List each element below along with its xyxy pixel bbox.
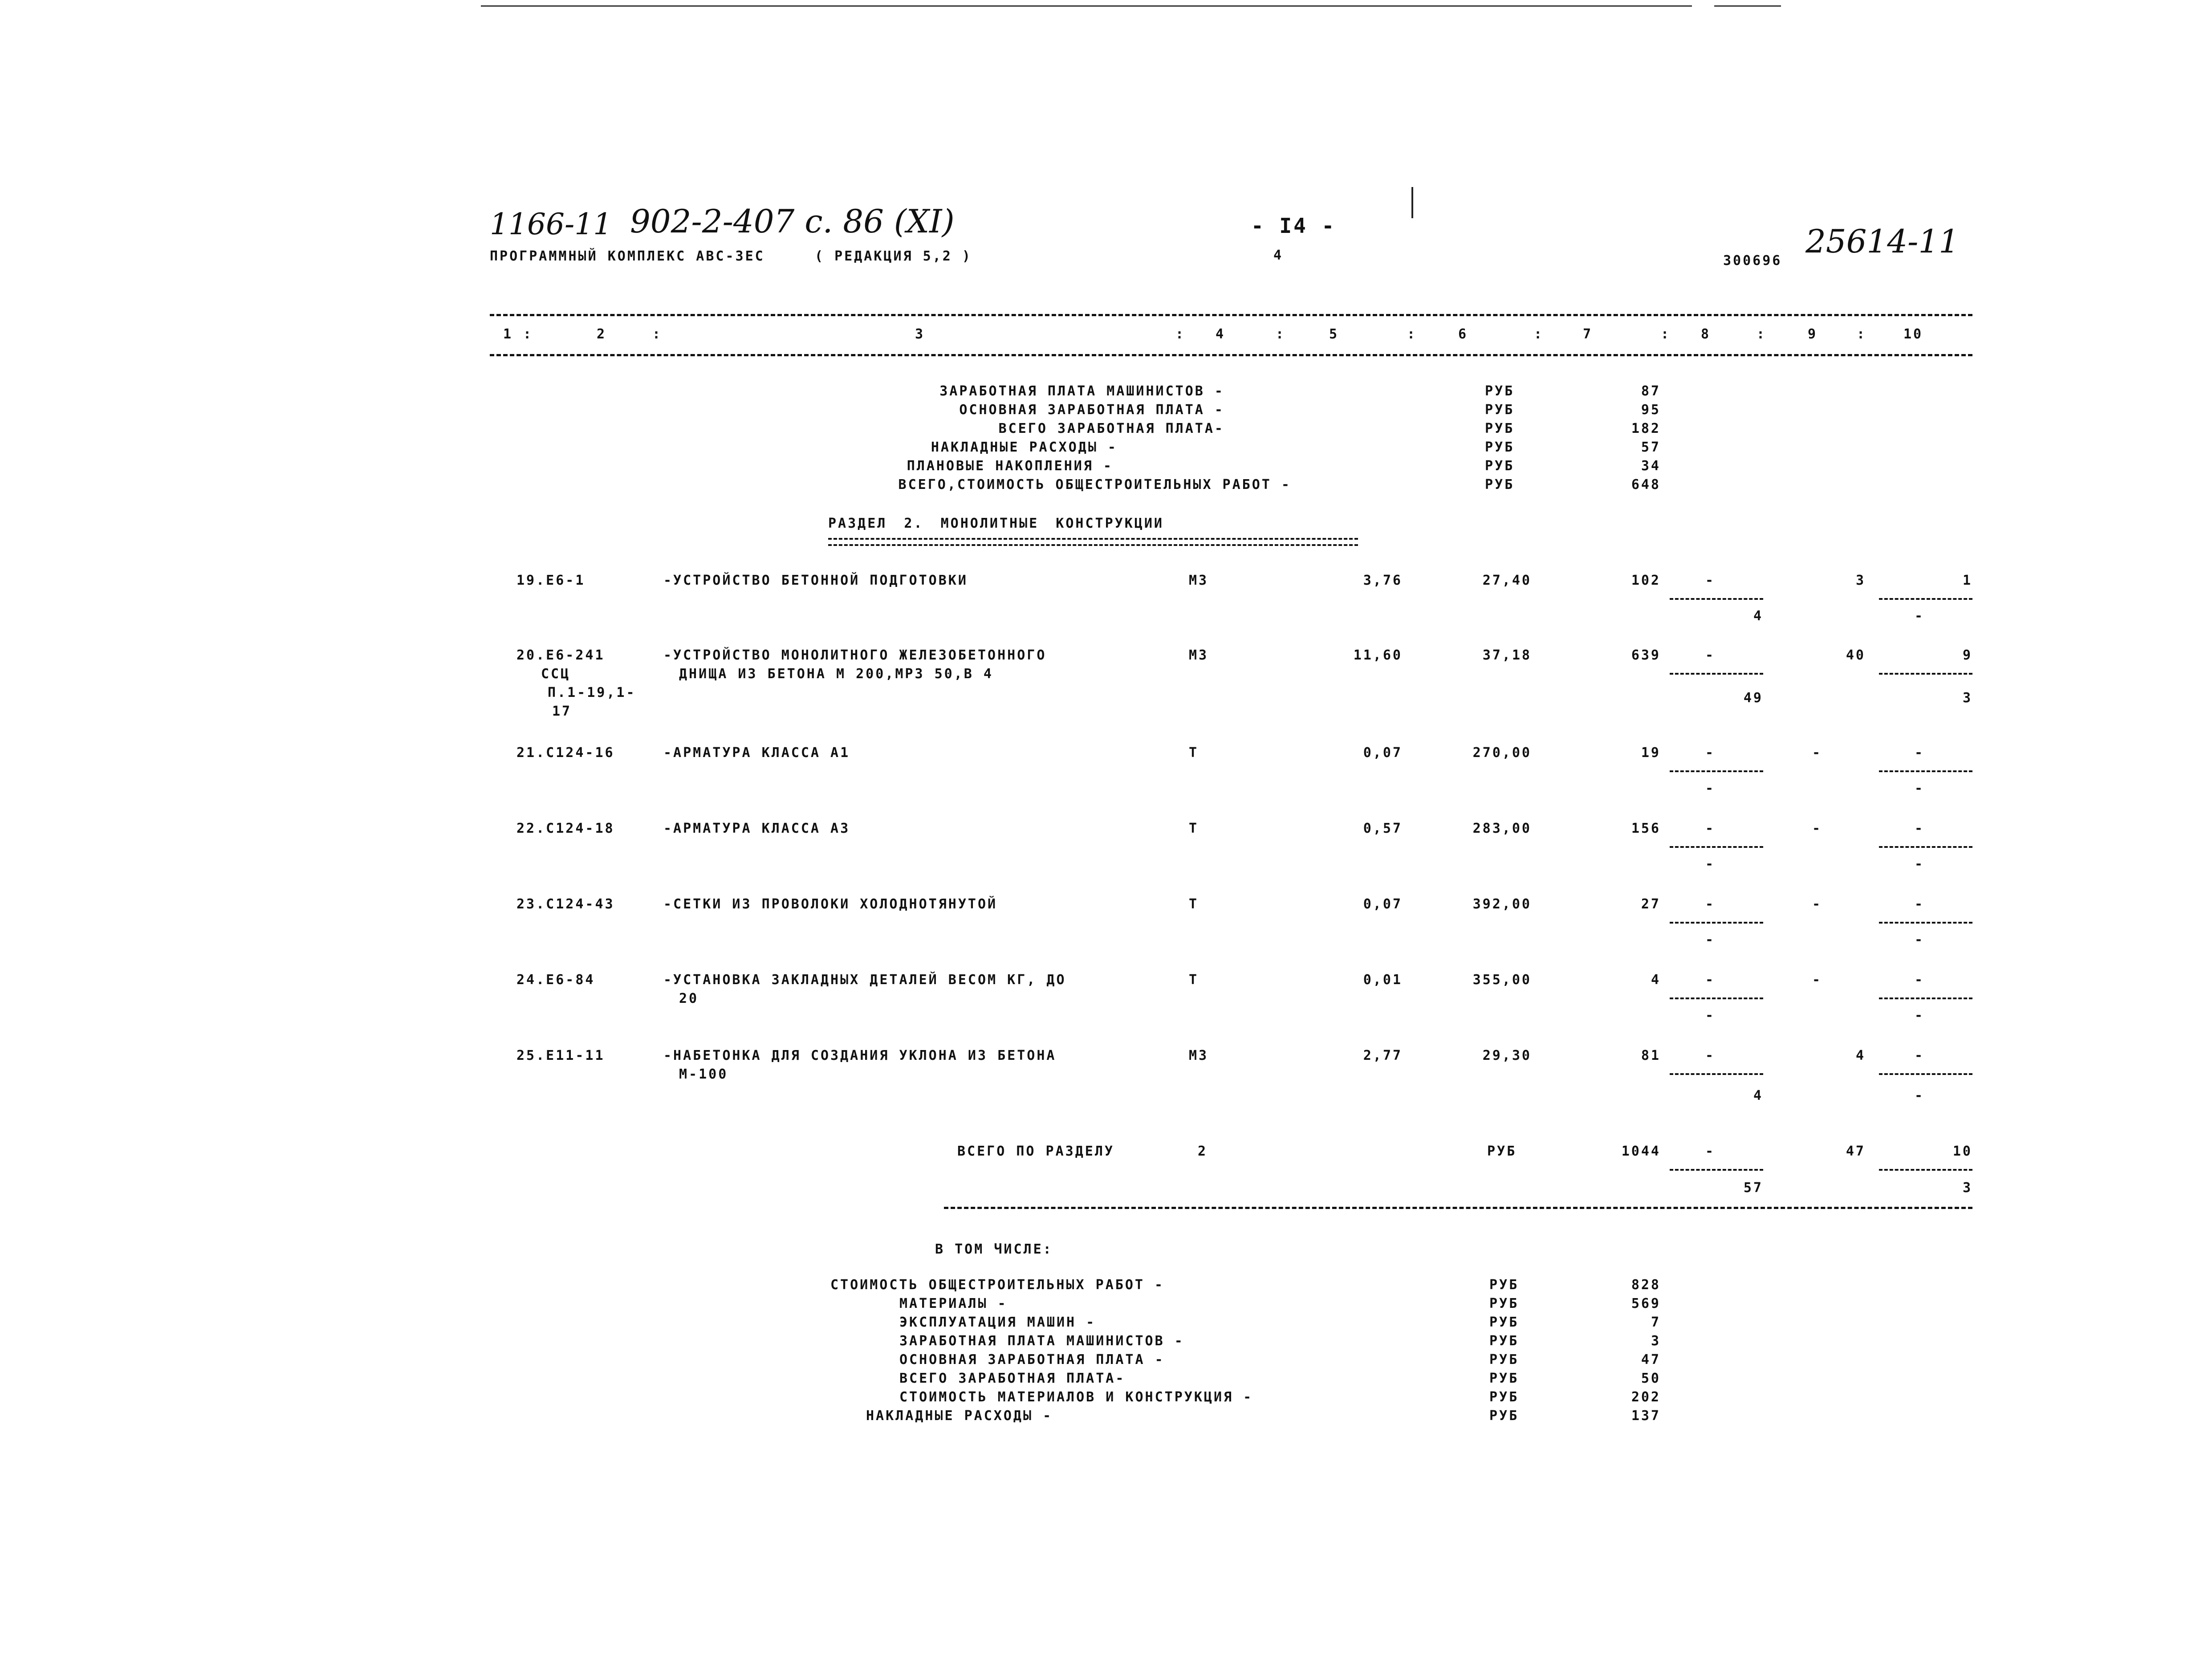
row-col9: - [1812, 896, 1822, 912]
row-unit: Т [1189, 821, 1199, 836]
summary-value: 828 [1631, 1277, 1661, 1293]
summary-unit: РУБ [1489, 1352, 1519, 1368]
row-code: 21.С124-16 [516, 745, 615, 761]
summary-value: 182 [1631, 421, 1661, 436]
summary-value: 95 [1641, 402, 1661, 418]
summary-label: ВСЕГО ЗАРАБОТНАЯ ПЛАТА- [899, 1371, 1126, 1386]
summary-value: 50 [1641, 1371, 1661, 1386]
summary-unit: РУБ [1489, 1333, 1519, 1349]
program-name: ПРОГРАММНЫЙ КОМПЛЕКС АВС-3ЕС [490, 248, 765, 264]
row-code: 25.Е11-11 [516, 1048, 605, 1063]
document-code: 300696 [1723, 253, 1782, 269]
row-quantity: 0,07 [1363, 745, 1403, 761]
document-page: 1166-11 902-2-407 c. 86 (XI) 25614-11 - I4 - 4 ПРОГРАММНЫЙ КОМПЛЕКС АВС-3ЕС ( РЕДАКЦИЯ 5,2 ) 300696 1 2 3 4 5 6 7 8 9 10 : : : : : : : : : ЗАРАБОТНАЯ ПЛАТА МАШИНИСТОВ - РУБ 87 ОСНОВНАЯ ЗАРАБОТНАЯ ПЛАТА - РУБ 95 ВСЕГО ЗАРАБОТНАЯ ПЛАТА- РУБ 182 НАКЛАДНЫЕ РАСХОДЫ - РУБ 57 ПЛАНОВЫЕ НАКОПЛЕНИЯ - РУБ 34 ВСЕГО,СТОИМОСТЬ ОБЩЕСТРОИТЕЛЬНЫХ РАБОТ - РУБ 648 РАЗДЕЛ 2. МОНОЛИТНЫЕ КОНСТРУКЦИИ 19.Е6-1 -УСТРОЙСТВО БЕТОННОЙ ПОДГОТОВКИ М3 3,76 27,40 102 - 4 3 1 - 20.Е6-241 ССЦ П.1-19,1- 17 -УСТРОЙСТВО МОНОЛИТНОГО ЖЕЛЕЗОБЕТОННОГО ДНИЩА ИЗ БЕТОНА М 200,МРЗ 50,В 4 М3 11,60 37,18 639 - 49 40 9 3 21.С124-16 -АРМАТУРА КЛАССА А1 Т 0,07 270,00 19 - - - - - 22.С124-18 -АРМАТУРА КЛАССА А3 Т 0,57 283,00 156 - - - - - 23.С124-43 -СЕТКИ ИЗ ПРОВОЛОКИ ХОЛОДНОТЯНУТОЙ Т 0,07 392,00 27 - - - - - 24.Е6-84 -УСТАНОВКА ЗАКЛАДНЫХ ДЕТАЛЕЙ ВЕСОМ КГ, ДО 20 Т 0,01 355,00 4 - - - - - 25.Е11-11 -НАБЕТОНКА ДЛЯ СОЗДАНИЯ УКЛОНА ИЗ БЕТОНА М-100 М3 2,77 29,30 81 - 4 4 - - ВСЕГО ПО РАЗДЕЛУ 2 РУБ 1044 - 57 47 10 3 В ТОМ ЧИСЛЕ: СТОИМОСТЬ ОБЩЕСТРОИТЕЛЬНЫХ РАБОТ - РУБ 828 МАТЕРИАЛЫ - РУБ 569 ЭКСПЛУАТАЦИЯ МАШИН - РУБ 7 ЗАРАБОТНАЯ ПЛАТА МАШИНИСТОВ - РУБ 3 ОСНОВНАЯ ЗАРАБОТНАЯ ПЛАТА - РУБ 47 ВСЕГО ЗАРАБОТНАЯ ПЛАТА- РУБ 50 СТОИМОСТЬ МАТЕРИАЛОВ И КОНСТРУКЦИЯ - РУБ 202 НАКЛАДНЫЕ РАСХОДЫ - РУБ 137 [0, 0, 2212, 1661]
row-name-line2: М-100 [679, 1067, 728, 1082]
row-name: -НАБЕТОНКА ДЛЯ СОЗДАНИЯ УКЛОНА ИЗ БЕТОНА [663, 1048, 1057, 1063]
row-code: 24.Е6-84 [516, 972, 595, 988]
column-header-7: 7 [1583, 326, 1593, 342]
row-total: 639 [1631, 647, 1661, 663]
section-total-col8-top: - [1705, 1144, 1716, 1159]
row-quantity: 0,07 [1363, 896, 1403, 912]
row-total: 102 [1631, 573, 1661, 588]
summary-label: ЭКСПЛУАТАЦИЯ МАШИН - [899, 1315, 1096, 1330]
row-code: 19.Е6-1 [516, 573, 586, 588]
handwritten-archive-number: 25614-11 [1805, 223, 1959, 260]
summary-unit: РУБ [1489, 1371, 1519, 1386]
row-col9: 3 [1855, 573, 1866, 588]
summary-value: 47 [1641, 1352, 1661, 1368]
row-total: 4 [1651, 972, 1661, 988]
row-total: 19 [1641, 745, 1661, 761]
summary-value: 87 [1641, 383, 1661, 399]
summary-value: 648 [1631, 477, 1661, 493]
row-col9: - [1812, 745, 1822, 761]
row-unit: М3 [1189, 647, 1209, 663]
summary-label: ПЛАНОВЫЕ НАКОПЛЕНИЯ - [907, 458, 1113, 474]
summary-label: ЗАРАБОТНАЯ ПЛАТА МАШИНИСТОВ - [939, 383, 1224, 399]
row-price: 392,00 [1472, 896, 1532, 912]
summary-unit: РУБ [1485, 383, 1515, 399]
row-price: 29,30 [1482, 1048, 1532, 1063]
column-header-6: 6 [1458, 326, 1468, 342]
summary-label: МАТЕРИАЛЫ - [899, 1296, 1008, 1311]
edition-label: ( РЕДАКЦИЯ 5,2 ) [815, 248, 972, 264]
row-col10-bottom: - [1915, 856, 1925, 872]
row-code-line2: ССЦ [541, 666, 571, 682]
column-header-2: 2 [597, 326, 607, 342]
row-col8-top: - [1705, 972, 1716, 988]
page-sub-number: 4 [1273, 248, 1284, 263]
scan-mark [1411, 187, 1413, 218]
row-name: -УСТАНОВКА ЗАКЛАДНЫХ ДЕТАЛЕЙ ВЕСОМ КГ, ДО [663, 972, 1066, 988]
column-header-10: 10 [1903, 326, 1923, 342]
section-total-col8-bottom: 57 [1743, 1180, 1763, 1196]
row-col8-bottom: - [1705, 856, 1716, 872]
row-col10-bottom: - [1915, 1088, 1925, 1103]
row-col8-bottom: 4 [1753, 1088, 1763, 1103]
column-header-8: 8 [1701, 326, 1711, 342]
row-name: -АРМАТУРА КЛАССА А3 [663, 821, 850, 836]
page-number: - I4 - [1251, 214, 1336, 238]
row-name-line2: 20 [679, 991, 699, 1006]
row-unit: М3 [1189, 573, 1209, 588]
summary-label: НАКЛАДНЫЕ РАСХОДЫ - [931, 440, 1118, 455]
section-title: РАЗДЕЛ 2. МОНОЛИТНЫЕ КОНСТРУКЦИИ [828, 516, 1164, 531]
summary-unit: РУБ [1485, 458, 1515, 474]
row-col8-top: - [1705, 896, 1716, 912]
row-col10-bottom: - [1915, 1008, 1925, 1023]
row-price: 283,00 [1472, 821, 1532, 836]
row-col8-bottom: - [1705, 932, 1716, 948]
row-price: 355,00 [1472, 972, 1532, 988]
row-col10-top: 9 [1962, 647, 1972, 663]
summary-label: СТОИМОСТЬ МАТЕРИАЛОВ И КОНСТРУКЦИЯ - [899, 1389, 1253, 1405]
section-total-number: 2 [1198, 1144, 1208, 1159]
row-quantity: 0,57 [1363, 821, 1403, 836]
summary-label: ЗАРАБОТНАЯ ПЛАТА МАШИНИСТОВ - [899, 1333, 1184, 1349]
header-rule-bottom [490, 354, 1972, 356]
row-col8-top: - [1705, 1048, 1716, 1063]
scan-edge-line [481, 5, 1692, 7]
summary-unit: РУБ [1485, 402, 1515, 418]
row-code-line3: П.1-19,1- [548, 685, 636, 700]
row-col10-top: - [1915, 745, 1925, 761]
row-unit: М3 [1189, 1048, 1209, 1063]
summary-label: НАКЛАДНЫЕ РАСХОДЫ - [866, 1408, 1053, 1424]
row-col10-bottom: - [1915, 608, 1925, 624]
row-col10-top: 1 [1962, 573, 1972, 588]
summary-unit: РУБ [1489, 1408, 1519, 1424]
column-header-4: 4 [1216, 326, 1226, 342]
row-col8-top: - [1705, 745, 1716, 761]
row-code: 20.Е6-241 [516, 647, 605, 663]
section-total-value: 1044 [1621, 1144, 1661, 1159]
row-col8-top: - [1705, 821, 1716, 836]
row-quantity: 3,76 [1363, 573, 1403, 588]
section-total-rule [944, 1207, 1972, 1209]
summary-unit: РУБ [1489, 1277, 1519, 1293]
row-name-line2: ДНИЩА ИЗ БЕТОНА М 200,МРЗ 50,В 4 [679, 666, 993, 682]
summary-value: 3 [1651, 1333, 1661, 1349]
handwritten-sheet-number: 1166-11 [490, 207, 612, 241]
row-col9: - [1812, 972, 1822, 988]
summary-value: 57 [1641, 440, 1661, 455]
row-col8-bottom: 4 [1753, 608, 1763, 624]
summary-value: 34 [1641, 458, 1661, 474]
column-header-5: 5 [1329, 326, 1339, 342]
summary-unit: РУБ [1489, 1389, 1519, 1405]
row-col10-top: - [1915, 896, 1925, 912]
row-quantity: 2,77 [1363, 1048, 1403, 1063]
section-total-label: ВСЕГО ПО РАЗДЕЛУ [957, 1144, 1114, 1159]
column-header-9: 9 [1808, 326, 1818, 342]
scan-edge-line [1714, 5, 1781, 7]
summary-unit: РУБ [1485, 421, 1515, 436]
row-col10-bottom: - [1915, 781, 1925, 796]
row-price: 270,00 [1472, 745, 1532, 761]
row-col10-bottom: 3 [1962, 690, 1972, 706]
row-name: -УСТРОЙСТВО МОНОЛИТНОГО ЖЕЛЕЗОБЕТОННОГО [663, 647, 1047, 663]
summary-value: 569 [1631, 1296, 1661, 1311]
row-col9: 40 [1846, 647, 1866, 663]
summary-value: 202 [1631, 1389, 1661, 1405]
summary-value: 7 [1651, 1315, 1661, 1330]
summary-unit: РУБ [1485, 440, 1515, 455]
column-header-3: 3 [915, 326, 925, 342]
row-total: 156 [1631, 821, 1661, 836]
section-total-col9: 47 [1846, 1144, 1866, 1159]
row-col8-bottom: - [1705, 781, 1716, 796]
summary-unit: РУБ [1489, 1296, 1519, 1311]
row-name: -АРМАТУРА КЛАССА А1 [663, 745, 850, 761]
row-code: 22.С124-18 [516, 821, 615, 836]
summary-unit: РУБ [1489, 1315, 1519, 1330]
row-col8-bottom: - [1705, 1008, 1716, 1023]
row-col9: - [1812, 821, 1822, 836]
row-name: -СЕТКИ ИЗ ПРОВОЛОКИ ХОЛОДНОТЯНУТОЙ [663, 896, 998, 912]
summary-label: ОСНОВНАЯ ЗАРАБОТНАЯ ПЛАТА - [899, 1352, 1165, 1368]
section-total-unit: РУБ [1487, 1144, 1517, 1159]
row-code-line4: 17 [552, 704, 572, 719]
row-unit: Т [1189, 972, 1199, 988]
handwritten-project-code: 902-2-407 c. 86 (XI) [630, 203, 955, 240]
summary-label: ВСЕГО ЗАРАБОТНАЯ ПЛАТА- [998, 421, 1224, 436]
including-title: В ТОМ ЧИСЛЕ: [935, 1242, 1053, 1257]
summary-label: СТОИМОСТЬ ОБЩЕСТРОИТЕЛЬНЫХ РАБОТ - [830, 1277, 1165, 1293]
summary-unit: РУБ [1485, 477, 1515, 493]
row-price: 37,18 [1482, 647, 1532, 663]
section-total-col10-bottom: 3 [1962, 1180, 1972, 1196]
section-title-underline [828, 538, 1358, 546]
row-unit: Т [1189, 745, 1199, 761]
row-total: 27 [1641, 896, 1661, 912]
row-quantity: 11,60 [1353, 647, 1403, 663]
row-code: 23.С124-43 [516, 896, 615, 912]
header-rule-top [490, 314, 1972, 316]
row-col9: 4 [1855, 1048, 1866, 1063]
row-quantity: 0,01 [1363, 972, 1403, 988]
row-col10-top: - [1915, 972, 1925, 988]
summary-label: ВСЕГО,СТОИМОСТЬ ОБЩЕСТРОИТЕЛЬНЫХ РАБОТ - [898, 477, 1291, 493]
row-col8-top: - [1705, 573, 1716, 588]
row-col8-bottom: 49 [1743, 690, 1763, 706]
row-unit: Т [1189, 896, 1199, 912]
summary-label: ОСНОВНАЯ ЗАРАБОТНАЯ ПЛАТА - [959, 402, 1224, 418]
summary-value: 137 [1631, 1408, 1661, 1424]
section-total-col10-top: 10 [1952, 1144, 1972, 1159]
row-price: 27,40 [1482, 573, 1532, 588]
row-col10-bottom: - [1915, 932, 1925, 948]
row-col10-top: - [1915, 821, 1925, 836]
column-header-1: 1 [503, 326, 513, 342]
row-total: 81 [1641, 1048, 1661, 1063]
row-name: -УСТРОЙСТВО БЕТОННОЙ ПОДГОТОВКИ [663, 573, 968, 588]
row-col10-top: - [1915, 1048, 1925, 1063]
row-col8-top: - [1705, 647, 1716, 663]
